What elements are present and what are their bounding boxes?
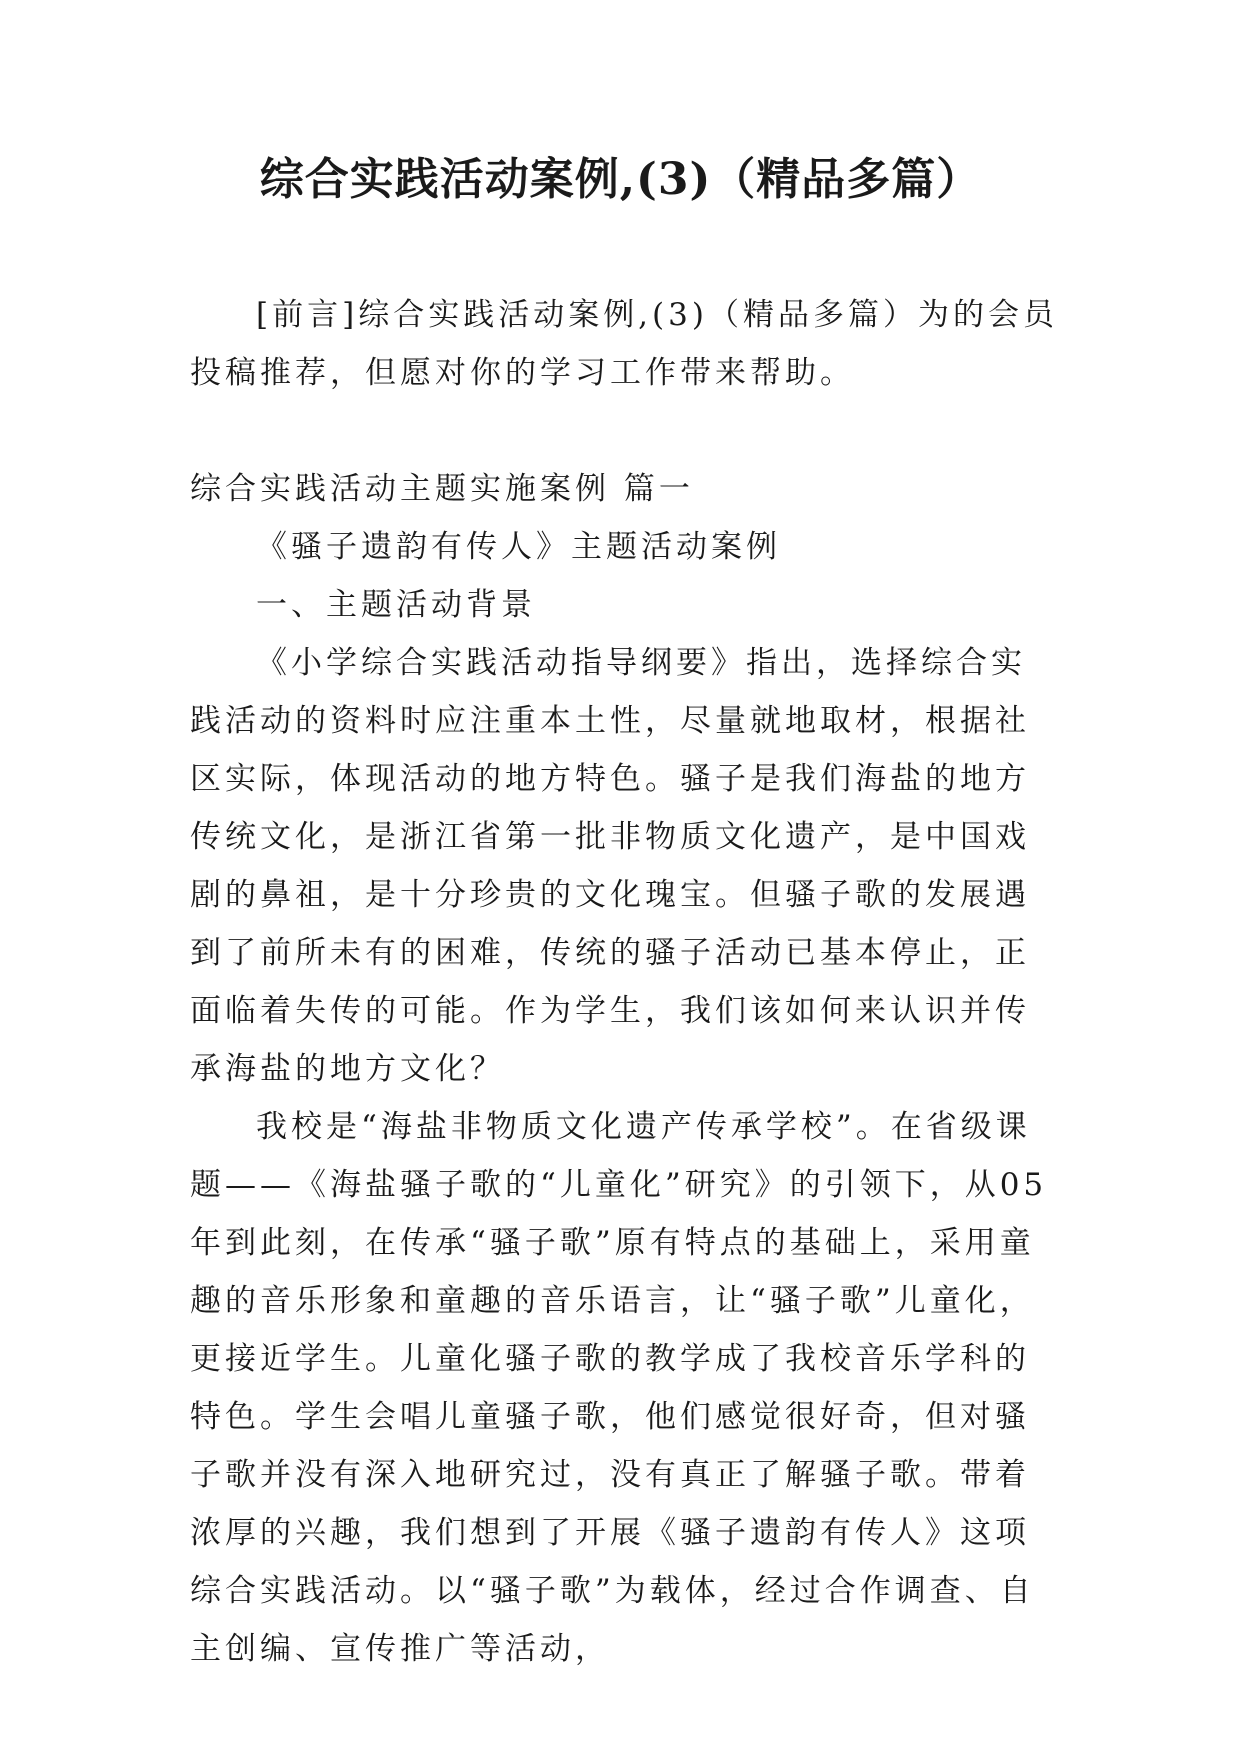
intro-paragraph: [前言]综合实践活动案例,(3)（精品多篇）为的会员投稿推荐，但愿对你的学习工作带来帮助。 xyxy=(190,297,1058,391)
content-block xyxy=(190,460,1060,1678)
case-title: 《骚子遗韵有传人》主题活动案例 xyxy=(256,529,781,565)
body-paragraph: 我校是“海盐非物质文化遗产传承学校”。在省级课题——《海盐骚子歌的“儿童化”研究》的引领下，从05年到此刻，在传承“骚子歌”原有特点的基础上，采用童趣的音乐形象和童趣的音乐语言，让“骚子歌”儿童化，更接近学生。儿童化骚子歌的教学成了我校音乐学科的特色。学生会唱儿童骚子歌，他们感觉很好奇，但对骚子歌并没有深入地研究过，没有真正了解骚子歌。带着浓厚的兴趣，我们想到了开展《骚子遗韵有传人》这项综合实践活动。以“骚子歌”为载体，经过合作调查、自主创编、宣传推广等活动， xyxy=(190,1109,1048,1667)
subheading-background: 一、主题活动背景 xyxy=(256,587,536,623)
document-title: 综合实践活动案例,(3)（精品多篇） xyxy=(259,154,982,205)
body-paragraph: 《小学综合实践活动指导纲要》指出，选择综合实践活动的资料时应注重本土性，尽量就地取材，根据社区实际，体现活动的地方特色。骚子是我们海盐的地方传统文化，是浙江省第一批非物质文化遗产，是中国戏剧的鼻祖，是十分珍贵的文化瑰宝。但骚子歌的发展遇到了前所未有的困难，传统的骚子活动已基本停止，正面临着失传的可能。作为学生，我们该如何来认识并传承海盐的地方文化？ xyxy=(190,645,1030,1087)
section-heading: 综合实践活动主题实施案例 篇一 xyxy=(190,471,694,507)
intro-block xyxy=(190,286,1060,402)
